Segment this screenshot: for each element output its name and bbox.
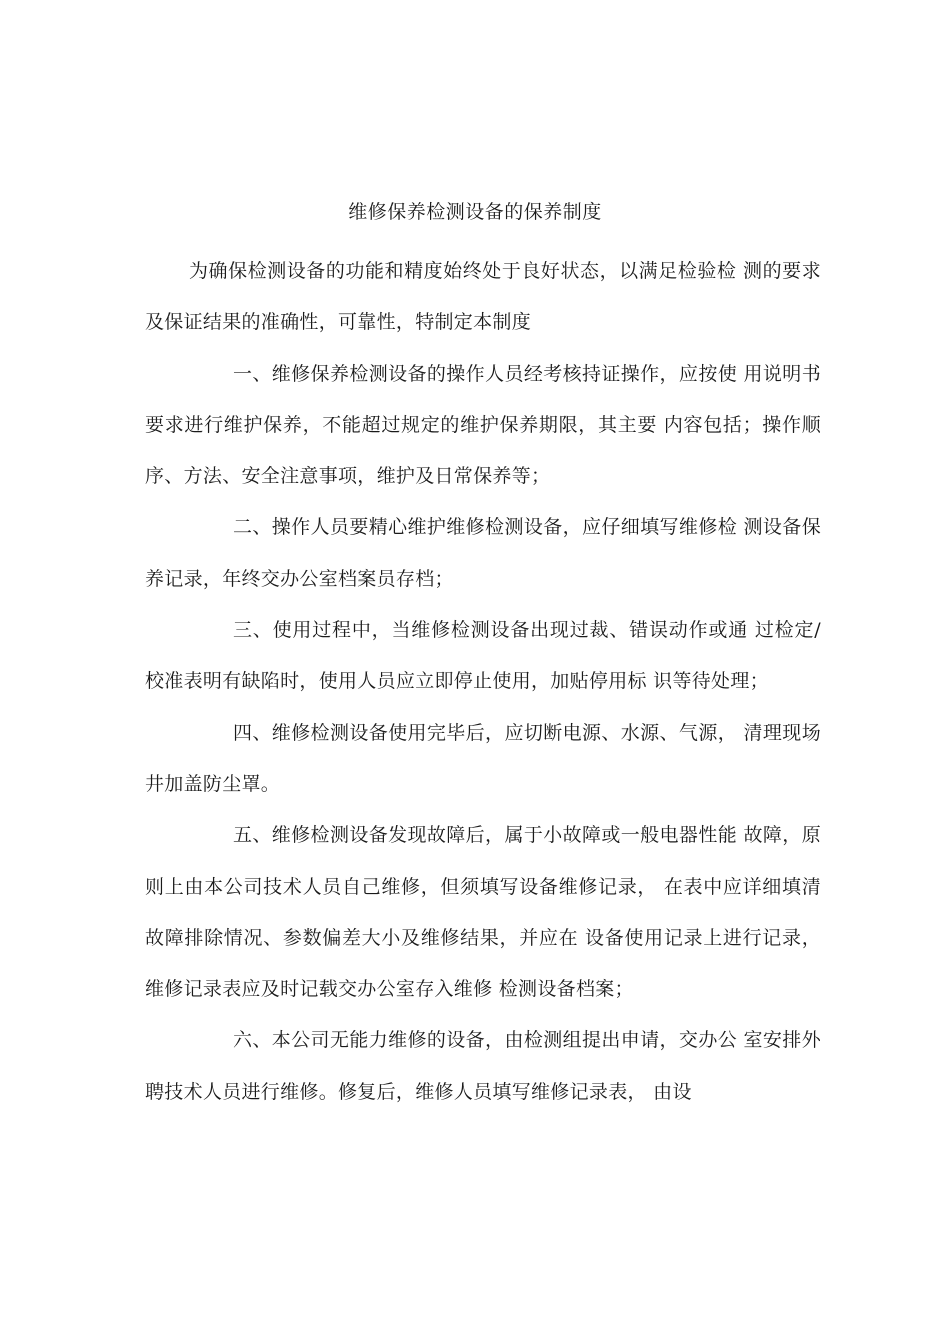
clause-4-paragraph: 四、维修检测设备使用完毕后，应切断电源、水源、气源， 清理现场井加盖防尘罩。 <box>145 721 821 795</box>
document-title: 维修保养检测设备的保养制度 <box>348 201 602 223</box>
clause-1-paragraph: 一、维修保养检测设备的操作人员经考核持证操作，应按使 用说明书要求进行维护保养，不能超过规定的维护保养期限，其主要 内容包括；操作顺序、方法、安全注意事项，维护及日常保养等； <box>145 362 821 488</box>
document-body <box>145 246 821 1118</box>
intro-paragraph: 为确保检测设备的功能和精度始终处于良好状态，以满足检验检 测的要求及保证结果的准确性，可靠性，特制定本制度 <box>145 260 821 334</box>
clause-3-paragraph: 三、使用过程中，当维修检测设备出现过裁、错误动作或通 过检定/校准表明有缺陷时，使用人员应立即停止使用，加贴停用标 识等待处理； <box>145 619 821 693</box>
clause-5-paragraph: 五、维修检测设备发现故障后，属于小故障或一般电器性能 故障，原则上由本公司技术人员自己维修，但须填写设备维修记录， 在表中应详细填清故障排除情况、参数偏差大小及维修结果，并应在 设备使用记录上进行记录，维修记录表应及时记载交办公室存入维修 检测设备档案； <box>145 824 821 1001</box>
clause-2-paragraph: 二、操作人员要精心维护维修检测设备，应仔细填写维修检 测设备保养记录，年终交办公室档案员存档； <box>145 516 821 590</box>
clause-6-paragraph: 六、本公司无能力维修的设备，由检测组提出申请，交办公 室安排外聘技术人员进行维修。修复后，维修人员填写维修记录表， 由设 <box>145 1029 821 1103</box>
